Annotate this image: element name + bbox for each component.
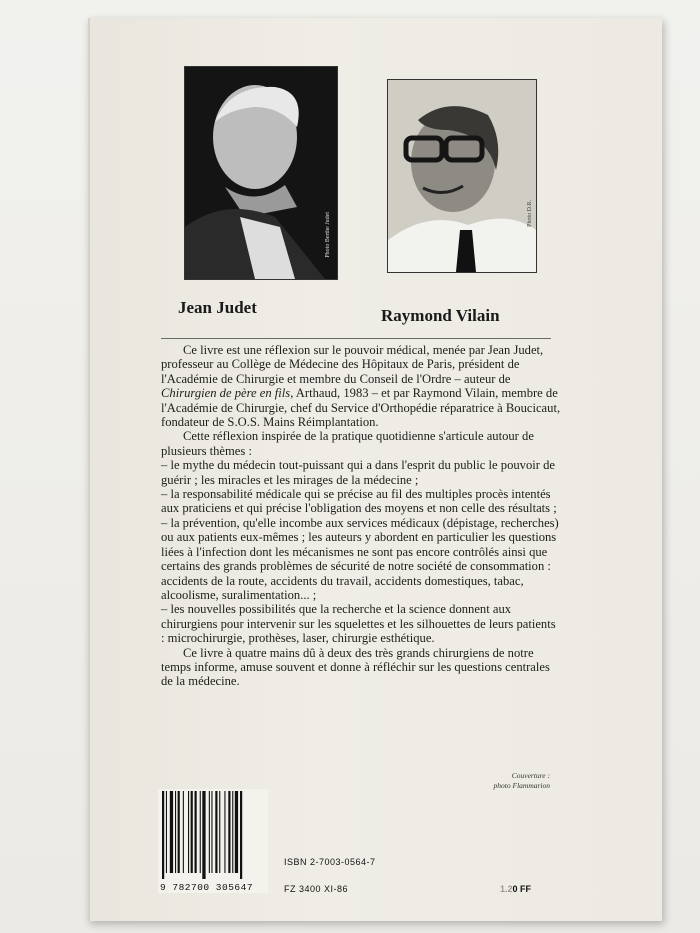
portrait-photo-icon bbox=[388, 80, 536, 272]
photo-credit-right: Photo D.R. bbox=[527, 200, 533, 227]
portrait-photo-icon bbox=[185, 67, 337, 279]
cover-credit bbox=[494, 771, 550, 791]
book-title-reference: Chirurgien de père en fils bbox=[161, 386, 291, 401]
photo-credit-left: Photo Berthe Judet bbox=[325, 212, 331, 258]
fz-code: FZ 3400 XI-86 bbox=[284, 884, 349, 894]
barcode-bar bbox=[183, 791, 184, 873]
barcode-bar bbox=[235, 791, 238, 873]
barcode-number: 9 782700 305647 bbox=[160, 882, 254, 893]
barcode-bar bbox=[219, 791, 220, 873]
barcode-bar bbox=[202, 791, 205, 879]
paragraph-2: Cette réflexion inspirée de la pratique quotidienne s'articule autour de plusieurs thèmes : bbox=[161, 429, 534, 458]
barcode-bar bbox=[178, 791, 180, 873]
theme-item: – les nouvelles possibilités que la recherche et la science donnent aux chirurgiens pour intervenir sur les squelettes et les silhouettes de leurs patients : microchirurgie, prothèses, laser, chirurgie esthétique. bbox=[161, 602, 556, 646]
cover-credit-line-2: photo Flammarion bbox=[493, 781, 550, 790]
theme-item: – le mythe du médecin tout-puissant qui a dans l'esprit du public le pouvoir de guérir ; les miracles et les mirages de la médecine ; bbox=[161, 458, 555, 487]
barcode-bar bbox=[215, 791, 217, 873]
barcode-bar bbox=[232, 791, 233, 873]
barcode-bar bbox=[228, 791, 230, 873]
book-back-cover bbox=[88, 18, 662, 921]
author-name-right: Raymond Vilain bbox=[381, 306, 500, 325]
barcode-bars bbox=[158, 789, 268, 881]
author-photo-jean-judet bbox=[185, 67, 337, 279]
barcode-bar bbox=[170, 791, 173, 873]
barcode-bar bbox=[209, 791, 210, 873]
paragraph-3: Ce livre à quatre mains dû à deux des très grands chirurgiens de notre temps informe, amuse souvent et donne à réfléchir sur les questions centrales de la médecine. bbox=[161, 645, 550, 689]
divider bbox=[161, 338, 551, 339]
barcode-bar bbox=[195, 791, 197, 873]
barcode-bar bbox=[240, 791, 242, 879]
price-visible: 0 FF bbox=[512, 884, 532, 894]
theme-item: – la prévention, qu'elle incombe aux services médicaux (dépistage, recherches) ou aux patients eux-mêmes ; les auteurs y abordent en particulier les questions liées à l'infection dont les mécanismes ne sont pas encore contrôlés ainsi que certains des grands problèmes de sécurité de notre société de consommation : accidents de la route, accidents du travail, accidents domestiques, tabac, alcoolisme, suralimentation... ; bbox=[161, 515, 559, 602]
barcode-icon bbox=[158, 789, 268, 893]
barcode-bar bbox=[200, 791, 201, 873]
barcode-bar bbox=[211, 791, 212, 873]
paragraph-1 bbox=[161, 343, 561, 429]
author-name-left: Jean Judet bbox=[178, 298, 257, 317]
barcode-bar bbox=[224, 791, 225, 873]
author-photo-raymond-vilain bbox=[388, 80, 536, 272]
cover-credit-line-1: Couverture : bbox=[511, 771, 550, 780]
barcode-bar bbox=[188, 791, 189, 873]
price-smudged: 1.2 bbox=[500, 884, 513, 894]
paragraph-1-text: Ce livre est une réflexion sur le pouvoir médical, menée par Jean Judet, professeur au Collège de Médecine des Hôpitaux de Paris, président de l'Académie de Chirurgie et membre du Conseil de l'Ordre – auteur de bbox=[161, 343, 544, 386]
price bbox=[500, 884, 531, 894]
isbn: ISBN 2-7003-0564-7 bbox=[284, 857, 376, 867]
barcode-bar bbox=[162, 791, 164, 879]
paragraph-1-end: , Arthaud, 1983 – et par Raymond Vilain, membre de l'Académie de Chirurgie, chef du Service d'Orthopédie réparatrice à Boucicaut, fondateur de S.O.S. Mains Réimplantation. bbox=[161, 386, 561, 430]
barcode-bar bbox=[175, 791, 176, 873]
barcode-bar bbox=[191, 791, 193, 873]
theme-item: – la responsabilité médicale qui se précise au fil des multiples procès intentés aux praticiens et qui précise l'obligation des moyens et non celle des résultats ; bbox=[161, 487, 557, 516]
barcode-bar bbox=[166, 791, 167, 873]
description-text bbox=[161, 343, 561, 689]
